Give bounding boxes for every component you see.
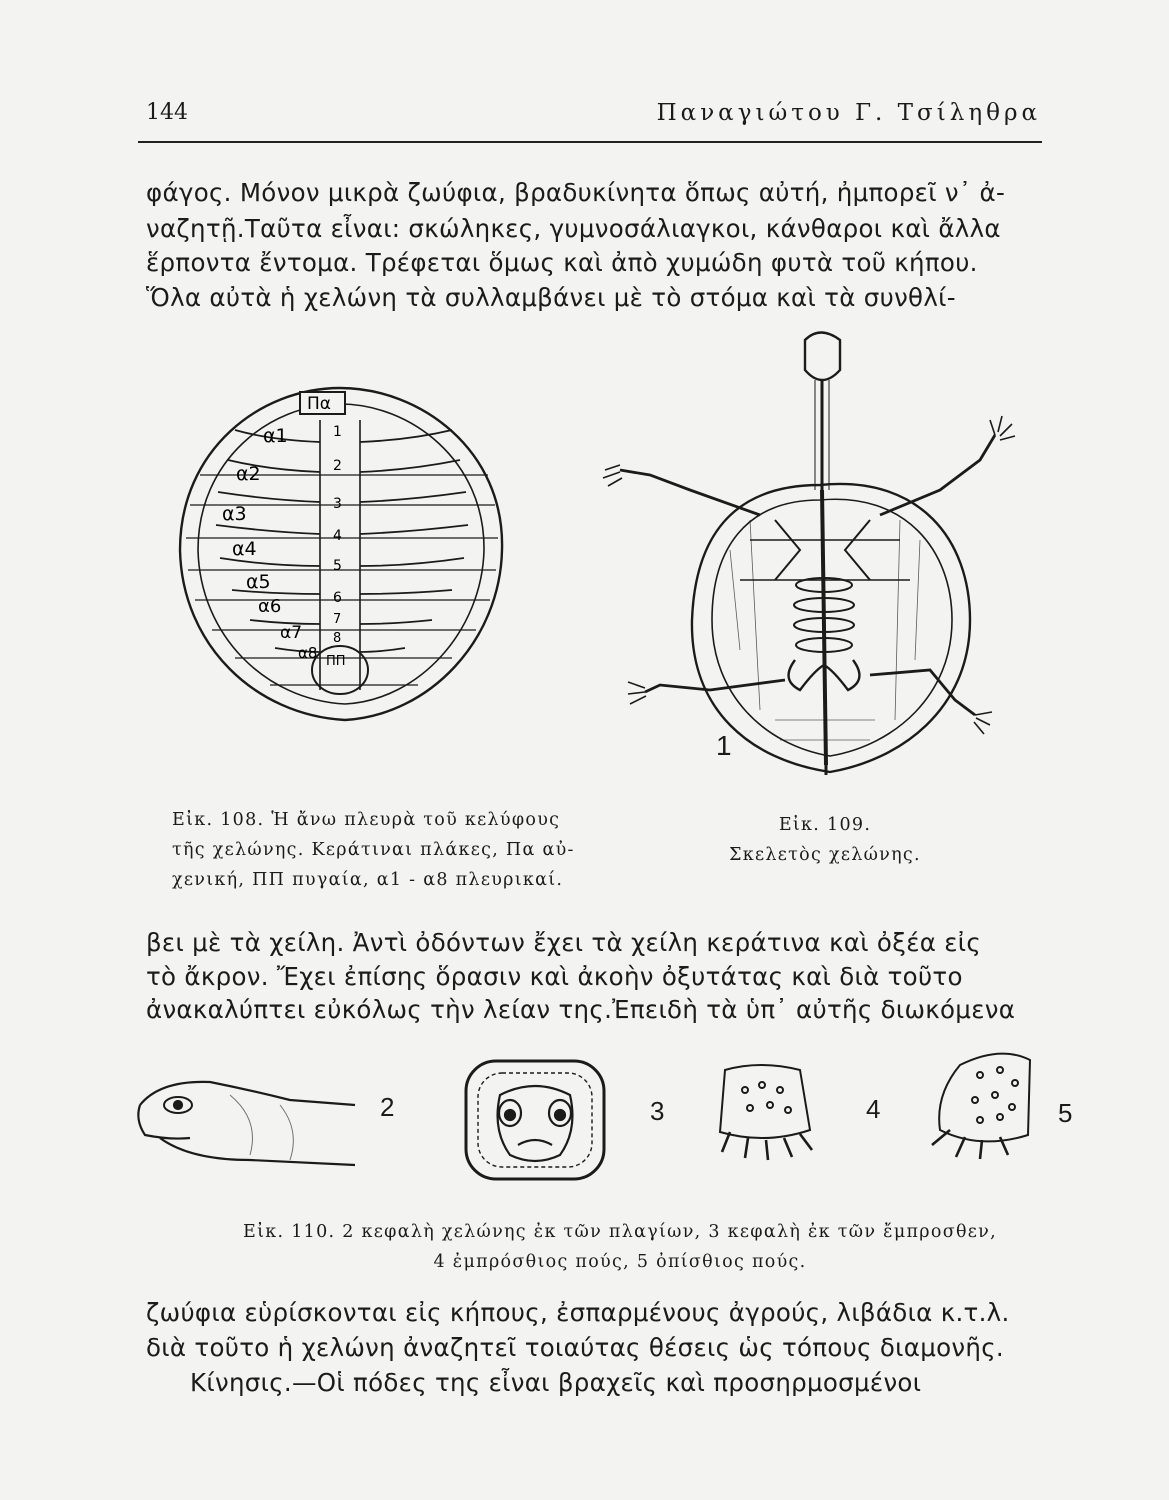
figure-109-caption-line: Σκελετὸς χελώνης. <box>729 845 921 865</box>
label-nuchal: Πα <box>307 394 331 414</box>
body-line: ναζητῇ.Ταῦτα εἶναι: σκώληκες, γυμνοσάλιαγκοι, κάνθαροι καὶ ἄλλα <box>146 214 1001 243</box>
figure-108-caption-line: χενική, ΠΠ πυγαία, α1 - α8 πλευρικαί. <box>172 870 564 890</box>
figure-110-head-side <box>130 1060 360 1180</box>
figure-110-hind-foot <box>920 1045 1040 1165</box>
body-line: ἕρποντα ἔντομα. Τρέφεται ὅμως καὶ ἀπὸ χυμώδη φυτὰ τοῦ κήπου. <box>146 248 978 277</box>
figure-109-skeleton <box>600 320 1040 780</box>
figure-108-caption-line: τῆς χελώνης. Κεράτιναι πλάκες, Πα αὐ- <box>172 840 575 860</box>
label-costal: α5 <box>246 571 271 593</box>
figure-110-fore-foot <box>700 1060 830 1170</box>
figure-109-label: 1 <box>716 730 732 761</box>
label-costal: α1 <box>263 425 288 447</box>
figure-110-caption-line: Εἰκ. 110. 2 κεφαλὴ χελώνης ἐκ τῶν πλαγίων, 3 κεφαλὴ ἐκ τῶν ἔμπροσθεν, <box>243 1222 997 1242</box>
figure-110-label: 3 <box>650 1096 665 1126</box>
body-line: Κίνησις.—Οἱ πόδες της εἶναι βραχεῖς καὶ προσηρμοσμένοι <box>190 1368 922 1397</box>
label-costal: α7 <box>280 623 303 643</box>
body-line: φάγος. Μόνον μικρὰ ζωύφια, βραδυκίνητα ὅπως αὐτή, ἠμπορεῖ ν᾿ ἀ- <box>146 178 1006 207</box>
body-line: Ὅλα αὐτὰ ἡ χελώνη τὰ συλλαμβάνει μὲ τὸ στόμα καὶ τὰ συνθλί- <box>146 283 956 312</box>
label-costal: α8 <box>298 644 318 662</box>
running-head: Παναγιώτου Γ. Τσίληθρα <box>656 100 1041 126</box>
label-pygal: ΠΠ <box>326 654 346 669</box>
figure-110-caption-line: 4 ἐμπρόσθιος πούς, 5 ὀπίσθιος πούς. <box>433 1252 807 1272</box>
figure-110-label: 2 <box>380 1092 395 1122</box>
label-costal: α6 <box>258 596 282 617</box>
label-vertebral: 1 <box>333 424 342 440</box>
label-vertebral: 6 <box>333 590 342 606</box>
label-costal: α2 <box>236 463 261 485</box>
header-rule <box>138 141 1042 143</box>
body-line: τὸ ἄκρον. Ἔχει ἐπίσης ὅρασιν καὶ ἀκοὴν ὀξυτάτας καὶ διὰ τοῦτο <box>146 962 963 991</box>
body-line: ζωύφια εὑρίσκονται εἰς κήπους, ἐσπαρμένους ἀγρούς, λιβάδια κ.τ.λ. <box>146 1298 1010 1327</box>
figure-108-caption-line: Εἰκ. 108. Ἡ ἄνω πλευρὰ τοῦ κελύφους <box>172 810 561 830</box>
label-vertebral: 7 <box>333 612 342 627</box>
figure-110-label: 4 <box>866 1094 881 1124</box>
figure-109-caption-line: Εἰκ. 109. <box>778 815 872 835</box>
figure-110-head-front <box>460 1055 610 1185</box>
page-number: 144 <box>146 100 188 125</box>
body-line: βει μὲ τὰ χείλη. Ἀντὶ ὀδόντων ἔχει τὰ χείλη κεράτινα καὶ ὀξέα εἰς <box>146 928 982 957</box>
label-vertebral: 3 <box>333 496 342 512</box>
body-line: ἀνακαλύπτει εὐκόλως τὴν λείαν της.Ἐπειδὴ τὰ ὑπ᾿ αὐτῆς διωκόμενα <box>146 995 1016 1024</box>
label-vertebral: 5 <box>333 558 342 574</box>
figure-110-label: 5 <box>1058 1098 1073 1128</box>
label-vertebral: 2 <box>333 458 342 474</box>
figure-108-labels <box>160 380 520 730</box>
label-vertebral: 4 <box>333 528 342 544</box>
label-vertebral: 8 <box>333 631 342 646</box>
label-costal: α4 <box>232 538 257 560</box>
label-costal: α3 <box>222 503 247 525</box>
body-line: διὰ τοῦτο ἡ χελώνη ἀναζητεῖ τοιαύτας θέσεις ὡς τόπους διαμονῆς. <box>146 1333 1004 1362</box>
